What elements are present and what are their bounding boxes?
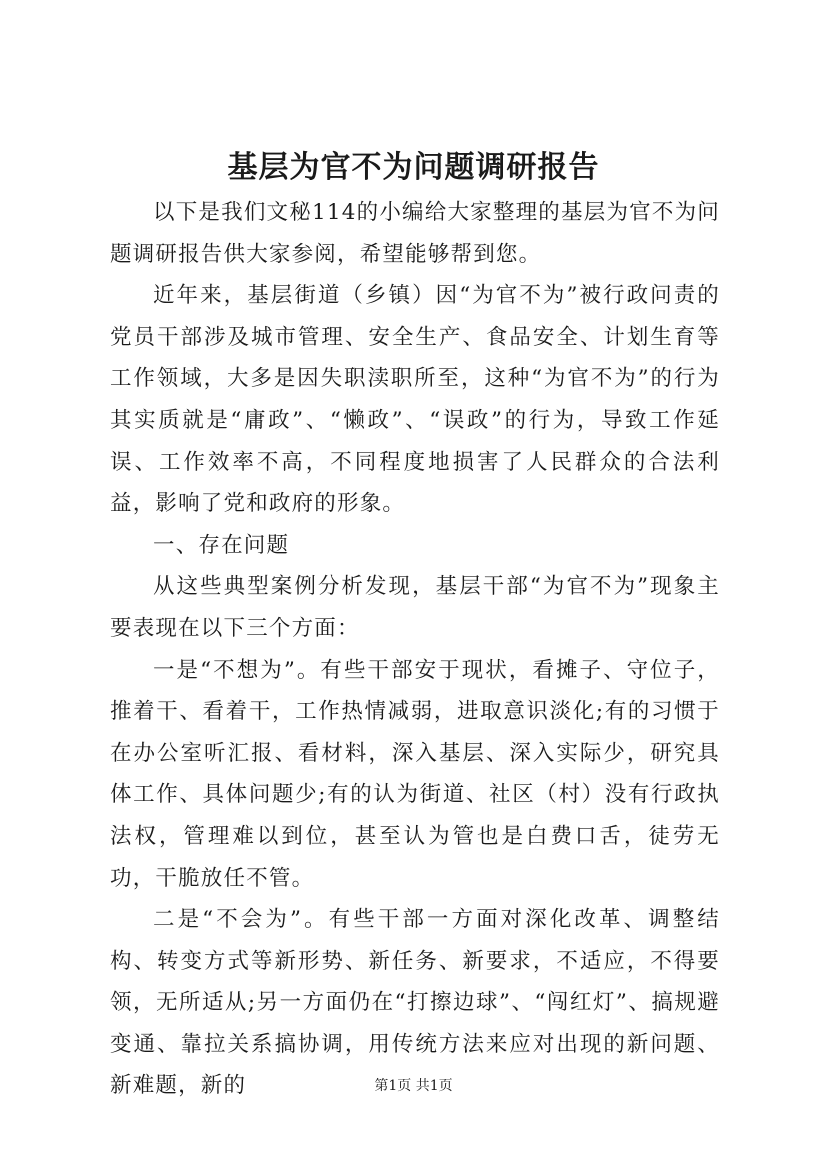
paragraph-point-one: 一是“不想为”。有些干部安于现状，看摊子、守位子，推着干、看着干，工作热情减弱，进取意识淡化;有的习惯于在办公室听汇报、看材料，深入基层、深入实际少，研究具体工作、具体问题少;有的认为街道、社区（村）没有行政执法权，管理难以到位，甚至认为管也是白费口舌，徒劳无功，干脆放任不管。	[110, 657, 720, 891]
document-body	[110, 192, 720, 1107]
document-title: 基层为官不为问题调研报告	[227, 150, 600, 185]
paragraph-point-two: 二是“不会为”。有些干部一方面对深化改革、调整结构、转变方式等新形势、新任务、新要求，不适应，不得要领，无所适从;另一方面仍在“打擦边球”、“闯红灯”、搞规避变通、靠拉关系搞协调，用传统方法来应对出现的新问题、新难题，新的	[110, 907, 720, 1099]
page-number-footer: 第1页 共1页	[374, 1078, 453, 1094]
section-heading-problems: 一、存在问题	[153, 532, 290, 558]
paragraph-background: 近年来，基层街道（乡镇）因“为官不为”被行政问责的党员干部涉及城市管理、安全生产、食品安全、计划生育等工作领域，大多是因失职渎职所至，这种“为官不为”的行为其实质就是“庸政”、“懒政”、“误政”的行为，导致工作延误、工作效率不高，不同程度地损害了人民群众的合法利益，影响了党和政府的形象。	[110, 283, 720, 517]
paragraph-analysis: 从这些典型案例分析发现，基层干部“为官不为”现象主要表现在以下三个方面：	[110, 574, 720, 641]
paragraph-intro: 以下是我们文秘114的小编给大家整理的基层为官不为问题调研报告供大家参阅，希望能够帮到您。	[110, 200, 720, 267]
